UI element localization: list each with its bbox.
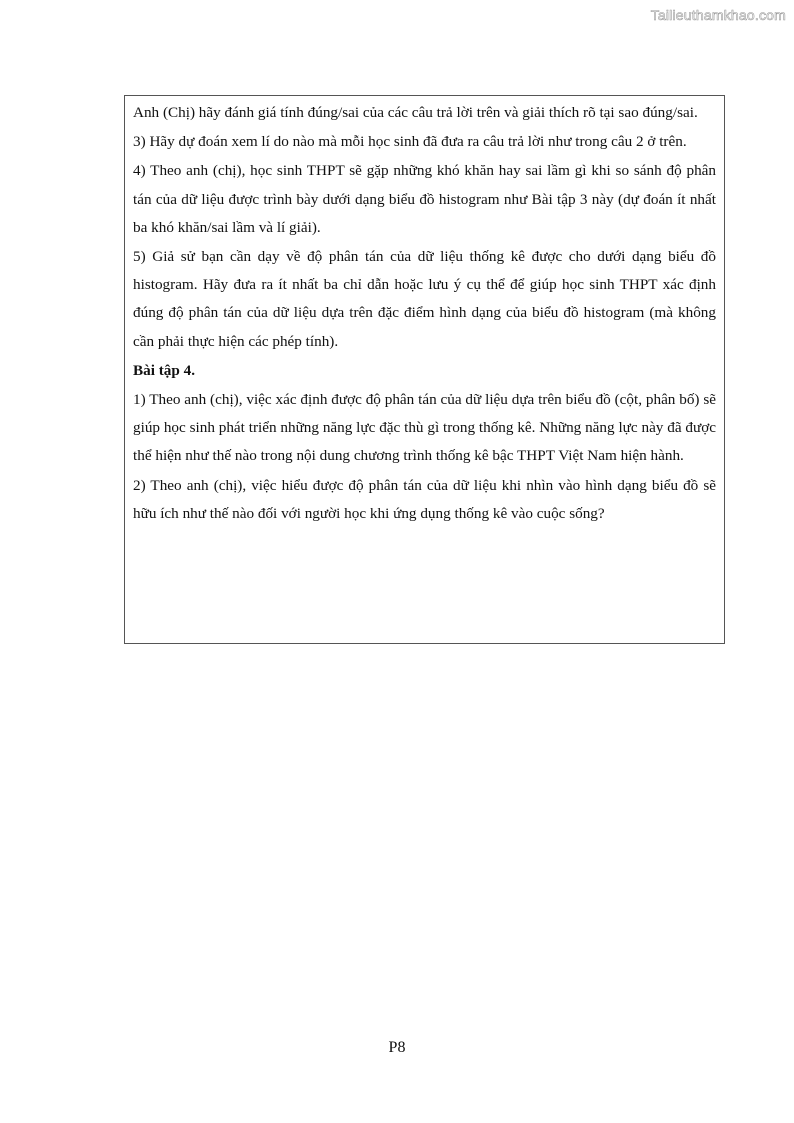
question-3: 3) Hãy dự đoán xem lí do nào mà mỗi học sinh đã đưa ra câu trả lời như trong câu 2 ở trên. xyxy=(133,133,687,151)
evaluation-paragraph: Anh (Chị) hãy đánh giá tính đúng/sai của các câu trả lời trên và giải thích rõ tại sao đúng/sai. xyxy=(133,104,698,121)
exercise-4-question-1: 1) Theo anh (chị), việc xác định được độ phân tán của dữ liệu dựa trên biểu đồ (cột, phân bố) sẽ giúp học sinh phát triển những năng lực đặc thù gì trong thống kê. Những năng lực này đã được thể hiện như thế nào trong nội dung chương trình thống kê bậc THPT Việt Nam hiện hành. xyxy=(133,391,716,465)
exercise-box xyxy=(124,95,725,644)
exercise-4-question-2: 2) Theo anh (chị), việc hiểu được độ phân tán của dữ liệu khi nhìn vào hình dạng biểu đồ sẽ hữu ích như thế nào đối với người học khi ứng dụng thống kê vào cuộc sống? xyxy=(133,476,716,522)
watermark-text: Tailieuthamkhao.com xyxy=(650,7,786,23)
question-5: 5) Giả sử bạn cần dạy về độ phân tán của dữ liệu thống kê được cho dưới dạng biểu đồ histogram. Hãy đưa ra ít nhất ba chỉ dẫn hoặc lưu ý cụ thể để giúp học sinh THPT xác định đúng độ phân tán của dữ liệu dựa trên đặc điểm hình dạng của biểu đồ histogram (mà không cần phải thực hiện các phép tính). xyxy=(133,248,716,350)
page-number: P8 xyxy=(388,1039,406,1056)
exercise-4-heading: Bài tập 4. xyxy=(133,361,196,379)
question-4: 4) Theo anh (chị), học sinh THPT sẽ gặp những khó khăn hay sai lầm gì khi so sánh độ phân tán của dữ liệu được trình bày dưới dạng biểu đồ histogram như Bài tập 3 này (dự đoán ít nhất ba khó khăn/sai lầm và lí giải). xyxy=(133,162,716,236)
